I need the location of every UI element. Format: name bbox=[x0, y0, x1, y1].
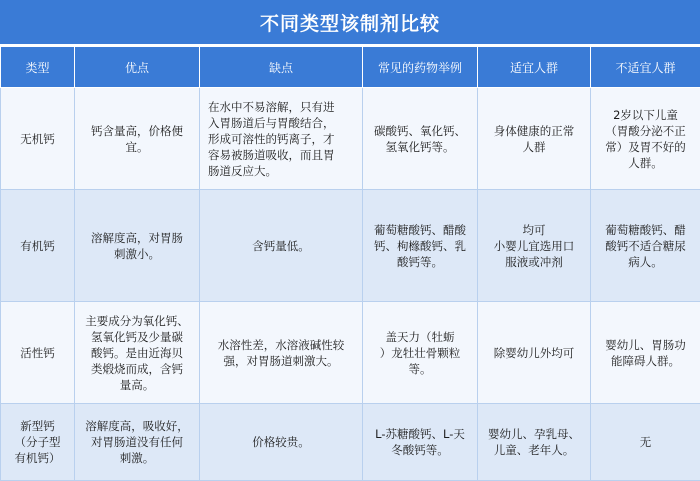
cell-examples: 盖天力（牡蛎 ）龙牡壮骨颗粒等。 bbox=[363, 302, 478, 404]
cell-pros: 溶解度高，吸收好， 对胃肠道没有任何 刺激。 bbox=[75, 404, 200, 481]
header-type: 类型 bbox=[1, 47, 75, 88]
cell-suitable: 除婴幼儿外均可 bbox=[478, 302, 591, 404]
cell-type: 活性钙 bbox=[1, 302, 75, 404]
cell-suitable: 均可 小婴儿宜选用口 服液或冲剂 bbox=[478, 190, 591, 302]
cell-cons: 在水中不易溶解，只有进 入胃肠道后与胃酸结合， 形成可溶性的钙离子，才 容易被肠道吸收，而且胃 肠道反应大。 bbox=[200, 88, 363, 190]
header-unsuitable: 不适宜人群 bbox=[591, 47, 700, 88]
cell-type: 无机钙 bbox=[1, 88, 75, 190]
cell-pros: 主要成分为氧化钙、 氢氧化钙及少量碳 酸钙。是由近海贝 类煅烧而成，含钙 量高。 bbox=[75, 302, 200, 404]
cell-cons: 含钙量低。 bbox=[200, 190, 363, 302]
table-row bbox=[1, 302, 700, 404]
header-pros: 优点 bbox=[75, 47, 200, 88]
comparison-table bbox=[0, 46, 700, 481]
table-title: 不同类型该制剂比较 bbox=[0, 0, 700, 44]
cell-examples: 碳酸钙、氧化钙、 氢氧化钙等。 bbox=[363, 88, 478, 190]
cell-type: 新型钙 （分子型 有机钙） bbox=[1, 404, 75, 481]
table-row bbox=[1, 404, 700, 481]
table-row bbox=[1, 88, 700, 190]
header-examples: 常见的药物举例 bbox=[363, 47, 478, 88]
cell-suitable: 身体健康的正常 人群 bbox=[478, 88, 591, 190]
cell-unsuitable: 无 bbox=[591, 404, 700, 481]
header-suitable: 适宜人群 bbox=[478, 47, 591, 88]
cell-examples: 葡萄糖酸钙、醋酸 钙、枸橼酸钙、乳 酸钙等。 bbox=[363, 190, 478, 302]
cell-unsuitable: 葡萄糖酸钙、醋 酸钙不适合糖尿 病人。 bbox=[591, 190, 700, 302]
cell-pros: 溶解度高，对胃肠 刺激小。 bbox=[75, 190, 200, 302]
cell-examples: L-苏糖酸钙、L-天 冬酸钙等。 bbox=[363, 404, 478, 481]
table-row bbox=[1, 190, 700, 302]
cell-cons: 价格较贵。 bbox=[200, 404, 363, 481]
cell-pros: 钙含量高，价格便 宜。 bbox=[75, 88, 200, 190]
cell-unsuitable: 2岁以下儿童 （胃酸分泌不正 常）及胃不好的 人群。 bbox=[591, 88, 700, 190]
cell-cons: 水溶性差，水溶液碱性较 强，对胃肠道刺激大。 bbox=[200, 302, 363, 404]
header-cons: 缺点 bbox=[200, 47, 363, 88]
cell-suitable: 婴幼儿、孕乳母、 儿童、老年人。 bbox=[478, 404, 591, 481]
cell-unsuitable: 婴幼儿、胃肠功 能障碍人群。 bbox=[591, 302, 700, 404]
header-row bbox=[1, 47, 700, 88]
cell-type: 有机钙 bbox=[1, 190, 75, 302]
